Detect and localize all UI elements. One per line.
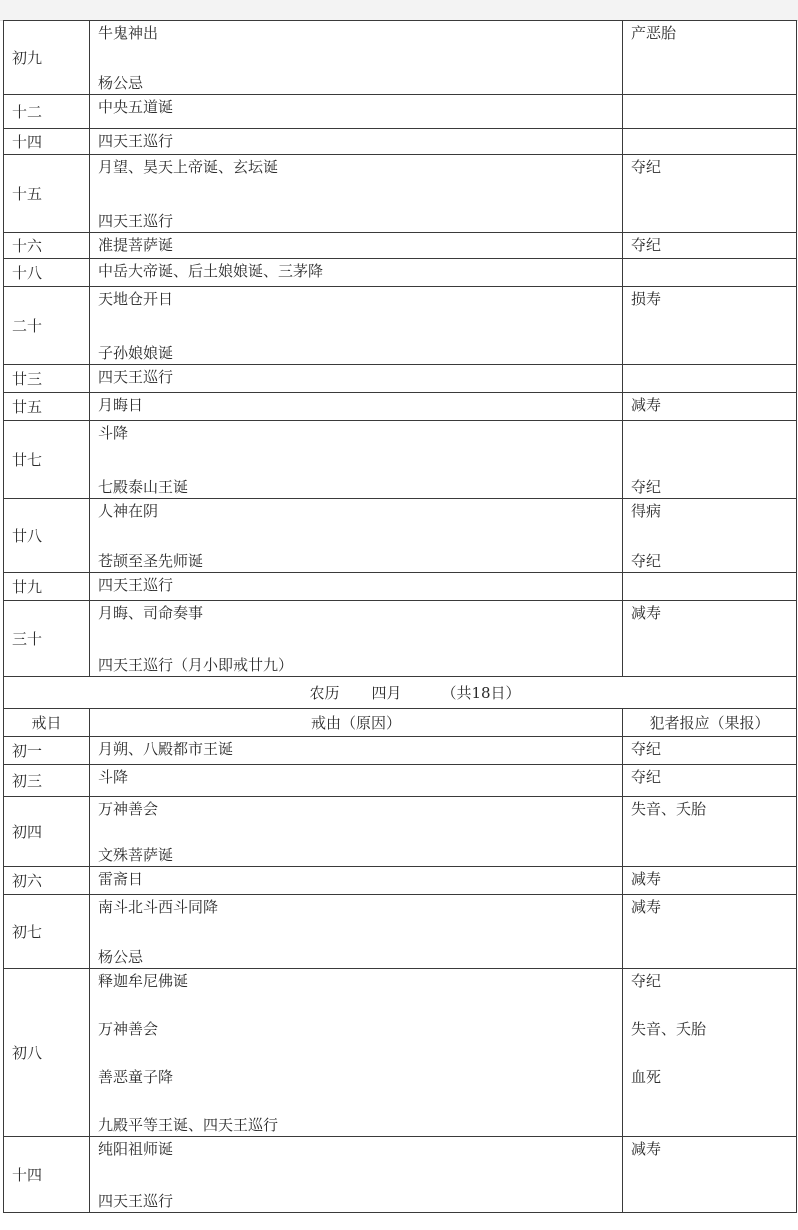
reason-cell xyxy=(90,421,623,499)
reason-cell xyxy=(90,737,623,765)
reason-line: 子孙娘娘诞 xyxy=(98,344,174,362)
day-cell: 十四 xyxy=(4,1137,90,1213)
reason-line: 四天王巡行 xyxy=(98,1192,174,1210)
result-cell xyxy=(623,737,797,765)
reason-cell xyxy=(90,797,623,867)
result-line xyxy=(631,1115,796,1135)
result-cell xyxy=(623,421,797,499)
table-row xyxy=(4,499,797,573)
table-row xyxy=(4,129,797,155)
result-cell xyxy=(623,155,797,233)
result-line xyxy=(631,575,796,595)
result-line xyxy=(631,211,796,231)
day-cell: 三十 xyxy=(4,601,90,677)
reason-cell xyxy=(90,155,623,233)
reason-line: 月望、昊天上帝诞、玄坛诞 xyxy=(98,158,279,176)
day-cell: 十六 xyxy=(4,233,90,259)
reason-cell xyxy=(90,765,623,797)
reason-cell xyxy=(90,969,623,1137)
reason-cell xyxy=(90,1137,623,1213)
result-line xyxy=(631,261,796,281)
reason-line: 雷斋日 xyxy=(98,870,144,888)
reason-line: 准提菩萨诞 xyxy=(98,236,174,254)
table-row xyxy=(4,797,797,867)
result-line: 夺纪 xyxy=(631,478,662,496)
result-line xyxy=(631,1191,796,1211)
day-cell: 廿九 xyxy=(4,573,90,601)
reason-line: 四天王巡行 xyxy=(98,132,174,150)
result-cell xyxy=(623,601,797,677)
reason-line: 杨公忌 xyxy=(98,948,144,966)
reason-line: 万神善会 xyxy=(98,800,159,818)
table-row xyxy=(4,155,797,233)
month-section-title xyxy=(4,677,797,709)
result-cell xyxy=(623,573,797,601)
result-line: 夺纪 xyxy=(631,552,662,570)
day-cell: 十八 xyxy=(4,259,90,287)
reason-cell xyxy=(90,895,623,969)
reason-cell xyxy=(90,601,623,677)
section-count: （共18日） xyxy=(441,683,521,702)
reason-line: 斗降 xyxy=(98,424,129,442)
result-line: 减寿 xyxy=(631,1140,662,1158)
reason-line: 七殿泰山王诞 xyxy=(98,478,189,496)
table-row xyxy=(4,737,797,765)
table-row xyxy=(4,765,797,797)
reason-line: 人神在阴 xyxy=(98,502,159,520)
reason-cell xyxy=(90,573,623,601)
result-line: 减寿 xyxy=(631,396,662,414)
result-cell xyxy=(623,259,797,287)
reason-line: 苍颉至圣先师诞 xyxy=(98,552,204,570)
result-line: 失音、夭胎 xyxy=(631,800,707,818)
table-row xyxy=(4,21,797,95)
result-line: 产恶胎 xyxy=(631,24,677,42)
reason-cell xyxy=(90,233,623,259)
reason-line: 四天王巡行 xyxy=(98,368,174,386)
header-day: 戒日 xyxy=(4,709,90,737)
day-cell: 十四 xyxy=(4,129,90,155)
reason-line: 中央五道诞 xyxy=(98,98,174,116)
day-cell: 廿三 xyxy=(4,365,90,393)
day-cell: 廿五 xyxy=(4,393,90,421)
result-line: 减寿 xyxy=(631,898,662,916)
table-row xyxy=(4,867,797,895)
table-row xyxy=(4,895,797,969)
day-cell: 初七 xyxy=(4,895,90,969)
result-line xyxy=(631,131,796,151)
reason-line: 月朔、八殿都市王诞 xyxy=(98,740,234,758)
result-cell xyxy=(623,287,797,365)
result-line xyxy=(631,845,796,865)
result-line: 夺纪 xyxy=(631,768,662,786)
header-result: 犯者报应（果报） xyxy=(623,709,797,737)
day-cell: 初八 xyxy=(4,969,90,1137)
day-cell: 二十 xyxy=(4,287,90,365)
reason-line: 月晦、司命奏事 xyxy=(98,604,204,622)
reason-line: 万神善会 xyxy=(98,1020,159,1038)
section-calendar: 农历 xyxy=(309,683,340,702)
reason-cell xyxy=(90,287,623,365)
result-cell xyxy=(623,21,797,95)
result-cell xyxy=(623,499,797,573)
result-line: 夺纪 xyxy=(631,740,662,758)
table-row xyxy=(4,95,797,129)
result-cell xyxy=(623,895,797,969)
day-cell: 廿七 xyxy=(4,421,90,499)
table-row xyxy=(4,1137,797,1213)
day-cell: 初三 xyxy=(4,765,90,797)
reason-line: 善恶童子降 xyxy=(98,1068,174,1086)
result-line: 减寿 xyxy=(631,604,662,622)
day-cell: 初九 xyxy=(4,21,90,95)
result-line: 夺纪 xyxy=(631,158,662,176)
table-row xyxy=(4,421,797,499)
result-cell xyxy=(623,393,797,421)
reason-line: 牛鬼神出 xyxy=(98,24,159,42)
result-cell xyxy=(623,969,797,1137)
table-row xyxy=(4,601,797,677)
reason-line: 四天王巡行（月小即戒廿九） xyxy=(98,656,294,674)
day-cell: 初一 xyxy=(4,737,90,765)
reason-line: 月晦日 xyxy=(98,396,144,414)
table-header-row xyxy=(4,709,797,737)
result-line: 得病 xyxy=(631,502,662,520)
reason-line: 四天王巡行 xyxy=(98,576,174,594)
result-cell xyxy=(623,765,797,797)
reason-cell xyxy=(90,129,623,155)
table-row xyxy=(4,393,797,421)
result-line: 夺纪 xyxy=(631,236,662,254)
table-row xyxy=(4,259,797,287)
reason-line: 纯阳祖师诞 xyxy=(98,1140,174,1158)
reason-cell xyxy=(90,95,623,129)
top-strip xyxy=(0,0,798,21)
month-section-row xyxy=(4,677,797,709)
result-line xyxy=(631,367,796,387)
result-line xyxy=(631,343,796,363)
reason-line: 释迦牟尼佛诞 xyxy=(98,972,189,990)
day-cell: 十五 xyxy=(4,155,90,233)
reason-cell xyxy=(90,393,623,421)
reason-cell xyxy=(90,867,623,895)
header-reason: 戒由（原因） xyxy=(90,709,623,737)
result-line xyxy=(631,423,796,443)
reason-cell xyxy=(90,259,623,287)
result-line: 血死 xyxy=(631,1068,662,1086)
reason-line: 南斗北斗西斗同降 xyxy=(98,898,219,916)
reason-line: 九殿平等王诞、四天王巡行 xyxy=(98,1116,279,1134)
table-row xyxy=(4,365,797,393)
result-cell xyxy=(623,797,797,867)
result-cell xyxy=(623,1137,797,1213)
result-cell xyxy=(623,129,797,155)
result-line: 损寿 xyxy=(631,290,662,308)
reason-cell xyxy=(90,499,623,573)
result-cell xyxy=(623,365,797,393)
reason-line: 杨公忌 xyxy=(98,74,144,92)
result-line xyxy=(631,73,796,93)
table-row xyxy=(4,233,797,259)
section-month: 四月 xyxy=(371,683,402,702)
result-line: 失音、夭胎 xyxy=(631,1020,707,1038)
reason-cell xyxy=(90,21,623,95)
day-cell: 初四 xyxy=(4,797,90,867)
precept-days-table xyxy=(3,20,797,1213)
reason-line: 文殊菩萨诞 xyxy=(98,846,174,864)
result-line: 减寿 xyxy=(631,870,662,888)
reason-line: 四天王巡行 xyxy=(98,212,174,230)
reason-line: 天地仓开日 xyxy=(98,290,174,308)
table-row xyxy=(4,287,797,365)
reason-cell xyxy=(90,365,623,393)
table-row xyxy=(4,573,797,601)
day-cell: 十二 xyxy=(4,95,90,129)
result-cell xyxy=(623,95,797,129)
result-cell xyxy=(623,867,797,895)
reason-line: 斗降 xyxy=(98,768,129,786)
result-line xyxy=(631,947,796,967)
table-row xyxy=(4,969,797,1137)
result-line xyxy=(631,97,796,117)
result-cell xyxy=(623,233,797,259)
day-cell: 初六 xyxy=(4,867,90,895)
day-cell: 廿八 xyxy=(4,499,90,573)
result-line: 夺纪 xyxy=(631,972,662,990)
result-line xyxy=(631,655,796,675)
reason-line: 中岳大帝诞、后土娘娘诞、三茅降 xyxy=(98,262,324,280)
